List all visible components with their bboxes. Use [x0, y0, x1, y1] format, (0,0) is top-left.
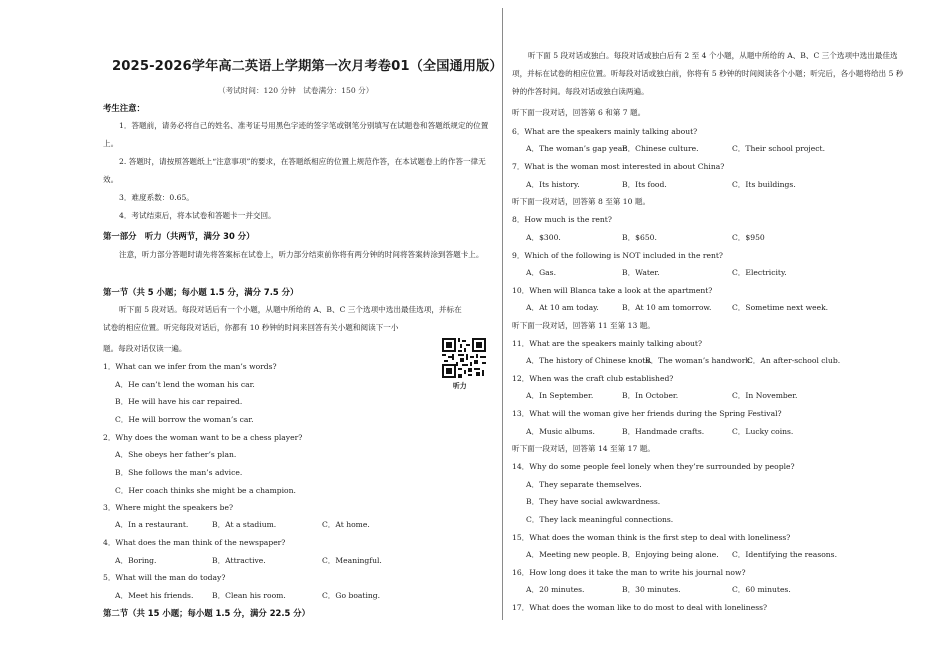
- part1-heading: 第一部分 听力（共两节，满分 30 分）: [103, 231, 255, 241]
- q12-option-c[interactable]: C．In November.: [732, 391, 798, 400]
- left-column: [100, 0, 503, 672]
- q12-option-a[interactable]: A．In September.: [526, 391, 594, 400]
- q4-option-a[interactable]: A．Boring.: [115, 556, 157, 565]
- question-17: 17．What does the woman like to do most to deal with loneliness?: [512, 603, 768, 612]
- q2-option-a[interactable]: A．She obeys her father’s plan.: [115, 450, 237, 459]
- group-6-7: 听下面一段对话，回答第 6 和第 7 题。: [512, 108, 646, 117]
- q4-option-b[interactable]: B．Attractive.: [212, 556, 266, 565]
- question-5: 5．What will the man do today?: [103, 573, 226, 582]
- note-item-1: 1．答题前，请务必将自己的姓名、准考证号用黑色字迹的签字笔或钢笔分别填写在试题卷和答题纸规定的位置上。: [103, 121, 489, 148]
- q10-option-c[interactable]: C．Sometime next week.: [732, 303, 829, 312]
- question-8: 8．How much is the rent?: [512, 215, 612, 224]
- q9-option-c[interactable]: C．Electricity.: [732, 268, 787, 277]
- question-6: 6．What are the speakers mainly talking about?: [512, 127, 698, 136]
- question-10: 10．When will Blanca take a look at the apartment?: [512, 286, 713, 295]
- question-4: 4．What does the man think of the newspaper?: [103, 538, 286, 547]
- q3-option-a[interactable]: A．In a restaurant.: [115, 520, 189, 529]
- q8-option-a[interactable]: A．$300.: [526, 233, 561, 242]
- q8-option-c[interactable]: C．$950: [732, 233, 765, 242]
- q1-option-c[interactable]: C．He will borrow the woman’s car.: [115, 415, 254, 424]
- q14-option-c[interactable]: C．They lack meaningful connections.: [526, 515, 674, 524]
- q12-option-b[interactable]: B．In October.: [622, 391, 679, 400]
- q11-option-c[interactable]: C．An after-school club.: [747, 356, 841, 365]
- q6-option-a[interactable]: A．The woman’s gap year.: [526, 144, 628, 153]
- question-9: 9．Which of the following is NOT included in the rent?: [512, 251, 723, 260]
- exam-title: 2025-2026学年高二英语上学期第一次月考卷01（全国通用版）: [112, 59, 503, 74]
- question-11: 11．What are the speakers mainly talking about?: [512, 339, 703, 348]
- qr-label: 听力: [453, 382, 467, 390]
- section1-instructions-line2: 试卷的相应位置。听完每段对话后，你都有 10 秒钟的时间来回答有关小题和阅读下一小: [103, 323, 399, 332]
- q4-option-c[interactable]: C．Meaningful.: [322, 556, 382, 565]
- q5-option-a[interactable]: A．Meet his friends.: [115, 591, 194, 600]
- q13-option-b[interactable]: B．Handmade crafts.: [622, 427, 705, 436]
- q13-option-c[interactable]: C．Lucky coins.: [732, 427, 794, 436]
- q11-option-a[interactable]: A．The history of Chinese knots.: [526, 356, 652, 365]
- q14-option-a[interactable]: A．They separate themselves.: [526, 480, 642, 489]
- section1-instructions-line1: 听下面 5 段对话。每段对话后有一个小题，从题中所给的 A、B、C 三个选项中选出最佳选项，并标在: [119, 305, 462, 314]
- q16-option-a[interactable]: A．20 minutes.: [526, 585, 585, 594]
- right-column: [510, 0, 910, 672]
- question-16: 16．How long does it take the man to write his journal now?: [512, 568, 746, 577]
- q7-option-a[interactable]: A．Its history.: [526, 180, 580, 189]
- q5-option-c[interactable]: C．Go boating.: [322, 591, 381, 600]
- exam-subtitle: （考试时间：120 分钟 试卷满分：150 分）: [218, 86, 374, 95]
- group-8-10: 听下面一段对话，回答第 8 至第 10 题。: [512, 197, 651, 206]
- q3-option-b[interactable]: B．At a stadium.: [212, 520, 277, 529]
- q15-option-c[interactable]: C．Identifying the reasons.: [732, 550, 837, 559]
- q3-option-c[interactable]: C．At home.: [322, 520, 370, 529]
- note-item-4: 4．考试结束后，将本试卷和答题卡一并交回。: [119, 211, 276, 220]
- section1-heading: 第一节（共 5 小题；每小题 1.5 分，满分 7.5 分）: [103, 287, 299, 297]
- question-1: 1．What can we infer from the man’s words?: [103, 362, 277, 371]
- section2-instructions: 听下面 5 段对话或独白。每段对话或独白后有 2 至 4 个小题，从题中所给的 A、B、C 三个选项中选出最佳选项，并标在试卷的相应位置。听每段对话或独白前，你将有 5 秒钟的时间阅读各个小题；听完后，各小题将给出 5 秒钟的作答时间。每段对话或独白读两遍。: [512, 51, 904, 96]
- q7-option-c[interactable]: C．Its buildings.: [732, 180, 796, 189]
- question-3: 3．Where might the speakers be?: [103, 503, 234, 512]
- q5-option-b[interactable]: B．Clean his room.: [212, 591, 286, 600]
- section1-instructions-line3: 题。每段对话仅读一遍。: [103, 344, 187, 353]
- question-12: 12．When was the craft club established?: [512, 374, 674, 383]
- group-11-13: 听下面一段对话，回答第 11 至第 13 题。: [512, 321, 655, 330]
- q10-option-a[interactable]: A．At 10 am today.: [526, 303, 599, 312]
- q15-option-b[interactable]: B．Enjoying being alone.: [622, 550, 719, 559]
- q6-option-c[interactable]: C．Their school project.: [732, 144, 825, 153]
- q2-option-b[interactable]: B．She follows the man’s advice.: [115, 468, 243, 477]
- q1-option-a[interactable]: A．He can’t lend the woman his car.: [115, 380, 255, 389]
- question-14: 14．Why do some people feel lonely when they’re surrounded by people?: [512, 462, 795, 471]
- q7-option-b[interactable]: B．Its food.: [622, 180, 667, 189]
- question-7: 7．What is the woman most interested in about China?: [512, 162, 725, 171]
- question-13: 13．What will the woman give her friends during the Spring Festival?: [512, 409, 782, 418]
- section2-heading: 第二节（共 15 小题；每小题 1.5 分，满分 22.5 分）: [103, 608, 311, 618]
- q9-option-a[interactable]: A．Gas.: [526, 268, 556, 277]
- q15-option-a[interactable]: A．Meeting new people.: [526, 550, 620, 559]
- q9-option-b[interactable]: B．Water.: [622, 268, 660, 277]
- q2-option-c[interactable]: C．Her coach thinks she might be a champion.: [115, 486, 296, 495]
- q13-option-a[interactable]: A．Music albums.: [526, 427, 595, 436]
- column-divider: [502, 8, 503, 620]
- q16-option-b[interactable]: B．30 minutes.: [622, 585, 681, 594]
- q10-option-b[interactable]: B．At 10 am tomorrow.: [622, 303, 712, 312]
- group-14-17: 听下面一段对话，回答第 14 至第 17 题。: [512, 444, 655, 453]
- q8-option-b[interactable]: B．$650.: [622, 233, 657, 242]
- q6-option-b[interactable]: B．Chinese culture.: [622, 144, 699, 153]
- q11-option-b[interactable]: B．The woman’s handwork.: [645, 356, 753, 365]
- part1-note: 注意，听力部分答题时请先将答案标在试卷上，听力部分结束前你将有两分钟的时间将答案转涂到答题卡上。: [119, 250, 484, 259]
- question-2: 2．Why does the woman want to be a chess player?: [103, 433, 303, 442]
- qr-code-icon[interactable]: [442, 338, 486, 378]
- note-item-2: 2. 答题时，请按照答题纸上“注意事项”的要求，在答题纸相应的位置上规范作答，在本试题卷上的作答一律无效。: [103, 157, 486, 184]
- q1-option-b[interactable]: B．He will have his car repaired.: [115, 397, 243, 406]
- note-item-3: 3．难度系数：0.65。: [119, 193, 194, 202]
- q16-option-c[interactable]: C．60 minutes.: [732, 585, 791, 594]
- notes-heading: 考生注意：: [103, 103, 145, 113]
- q14-option-b[interactable]: B．They have social awkwardness.: [526, 497, 661, 506]
- question-15: 15．What does the woman think is the first step to deal with loneliness?: [512, 533, 791, 542]
